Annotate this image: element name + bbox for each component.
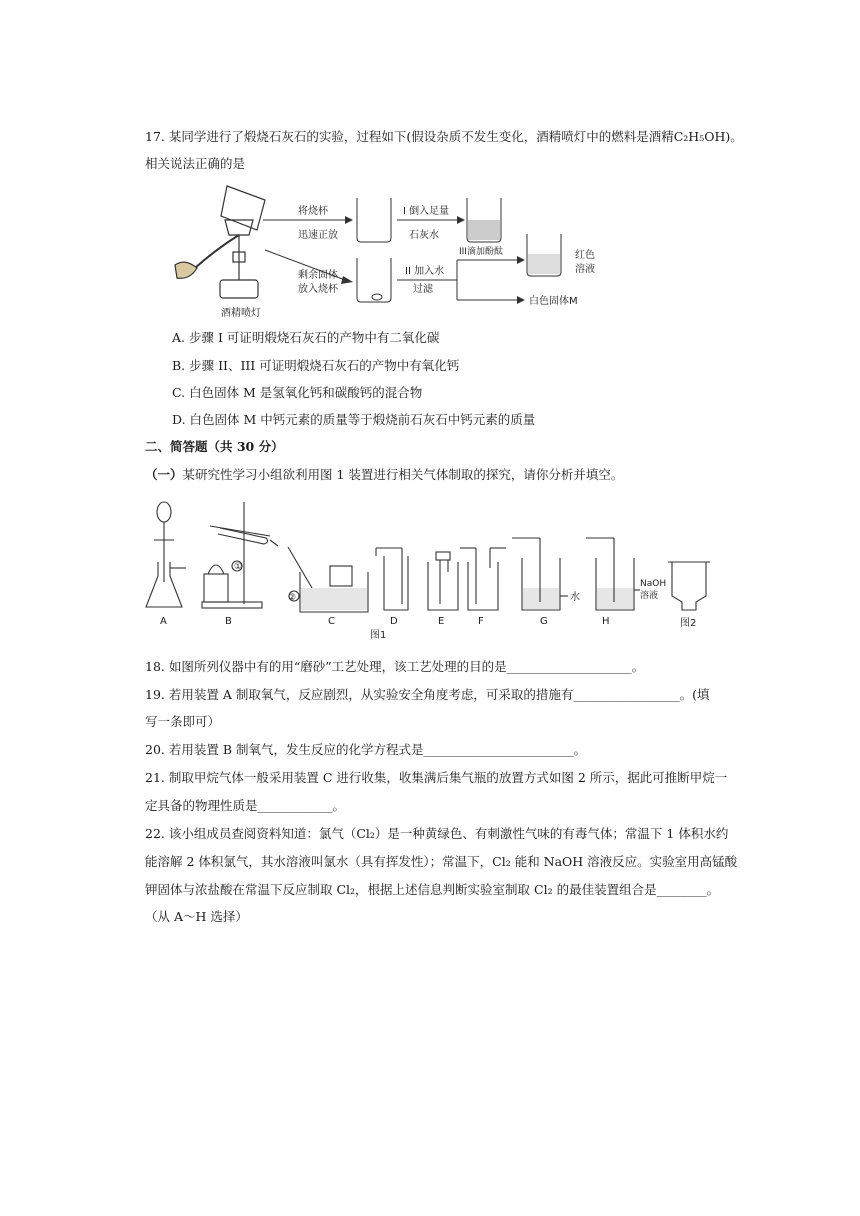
part1-text: 某研究性学习小组欲利用图 1 装置进行相关气体制取的探究，请你分析并填空。 xyxy=(182,467,624,482)
label-g: G xyxy=(540,616,548,627)
apparatus-b xyxy=(202,502,278,608)
step-II-2: 过滤 xyxy=(413,284,433,295)
step-top-1: 将烧杯 xyxy=(298,206,328,217)
apparatus-f xyxy=(460,548,506,610)
fig2-caption: 图2 xyxy=(680,618,697,629)
red-solution-1: 红色 xyxy=(575,250,595,261)
circle-2-label: ② xyxy=(288,593,297,603)
water-label: 水 xyxy=(570,592,580,603)
apparatus-h xyxy=(586,538,640,610)
alcohol-burner-illustration xyxy=(175,186,265,298)
step-I-1: I 倒入足量 xyxy=(403,206,450,217)
q19-line2: 写一条即可） xyxy=(145,714,221,729)
apparatus-c xyxy=(288,547,368,612)
q17-option-d: D. 白色固体 M 中钙元素的质量等于煅烧前石灰石中钙元素的质量 xyxy=(172,412,536,427)
q22-line1: 22. 该小组成员查阅资料知道：氯气（Cl₂）是一种黄绿色、有刺激性气味的有毒气体；常温下 1 体积水约 xyxy=(145,826,729,841)
q17-option-c: C. 白色固体 M 是氢氧化钙和碳酸钙的混合物 xyxy=(172,385,423,400)
step-I-2: 石灰水 xyxy=(409,230,439,241)
label-h: H xyxy=(602,616,610,627)
step-bottom-1: 剩余固体 xyxy=(298,270,338,281)
naoh-label-1: NaOH xyxy=(640,579,667,589)
circle-1-label: ① xyxy=(234,562,243,572)
q17-option-a: A. 步骤 I 可证明煅烧石灰石的产物中有二氧化碳 xyxy=(172,330,440,345)
white-solid-m: 白色固体M xyxy=(529,296,578,307)
part1-intro xyxy=(145,466,623,484)
step-bottom-2: 放入烧杯 xyxy=(298,284,338,295)
q22-line2: 能溶解 2 体积氯气，其水溶液叫氯水（具有挥发性）；常温下，Cl₂ 能和 NaOH 溶液反应。实验室用高锰酸 xyxy=(145,854,738,869)
step-III: III滴加酚酞 xyxy=(459,247,503,257)
q22-line4: （从 A～H 选择） xyxy=(145,909,248,924)
step-II-1: II 加入水 xyxy=(405,266,445,277)
section-heading: 二、简答题（共 30 分） xyxy=(145,439,284,454)
red-solution-2: 溶液 xyxy=(575,264,595,275)
q21-line1: 21. 制取甲烷气体一般采用装置 C 进行收集，收集满后集气瓶的放置方式如图 2 所示，据此可推断甲烷一 xyxy=(145,770,728,785)
q19-line1: 19. 若用装置 A 制取氧气，反应剧烈，从实验安全角度考虑，可采取的措施有_________________。(填 xyxy=(145,687,710,702)
figure2-jar xyxy=(668,562,710,610)
q17-figure xyxy=(165,180,625,320)
lamp-label: 酒精喷灯 xyxy=(221,308,261,319)
label-a: A xyxy=(160,616,167,627)
apparatus-figure xyxy=(140,492,720,642)
naoh-label-2: 溶液 xyxy=(640,591,659,601)
label-b: B xyxy=(225,616,232,627)
step-top-2: 迅速正放 xyxy=(298,230,338,241)
q22-line3: 钾固体与浓盐酸在常温下反应制取 Cl₂，根据上述信息判断实验室制取 Cl₂ 的最佳装置组合是________。 xyxy=(145,882,720,897)
apparatus-d xyxy=(376,548,408,610)
q18: 18. 如图所列仪器中有的用“磨砂”工艺处理，该工艺处理的目的是____________________。 xyxy=(145,659,645,674)
label-e: E xyxy=(438,616,445,627)
label-d: D xyxy=(390,616,398,627)
apparatus-e xyxy=(428,552,458,610)
q17-option-b: B. 步骤 II、III 可证明煅烧石灰石的产物中有氧化钙 xyxy=(172,358,460,373)
label-f: F xyxy=(478,616,484,627)
fig1-caption: 图1 xyxy=(370,630,387,641)
apparatus-a xyxy=(146,502,186,607)
q17-stem-line2: 相关说法正确的是 xyxy=(145,156,246,171)
beaker-empty xyxy=(357,198,391,242)
label-c: C xyxy=(328,616,335,627)
q20: 20. 若用装置 B 制氧气，发生反应的化学方程式是________________________。 xyxy=(145,742,586,757)
q21-line2: 定具备的物理性质是____________。 xyxy=(145,798,346,813)
q17-stem-line1: 17. 某同学进行了煅烧石灰石的实验，过程如下(假设杂质不发生变化，酒精喷灯中的燃料是酒精C₂H₅OH)。 xyxy=(145,129,743,144)
apparatus-g xyxy=(512,538,568,610)
beaker-solid xyxy=(357,258,391,302)
part1-mark: （一） xyxy=(145,467,183,482)
